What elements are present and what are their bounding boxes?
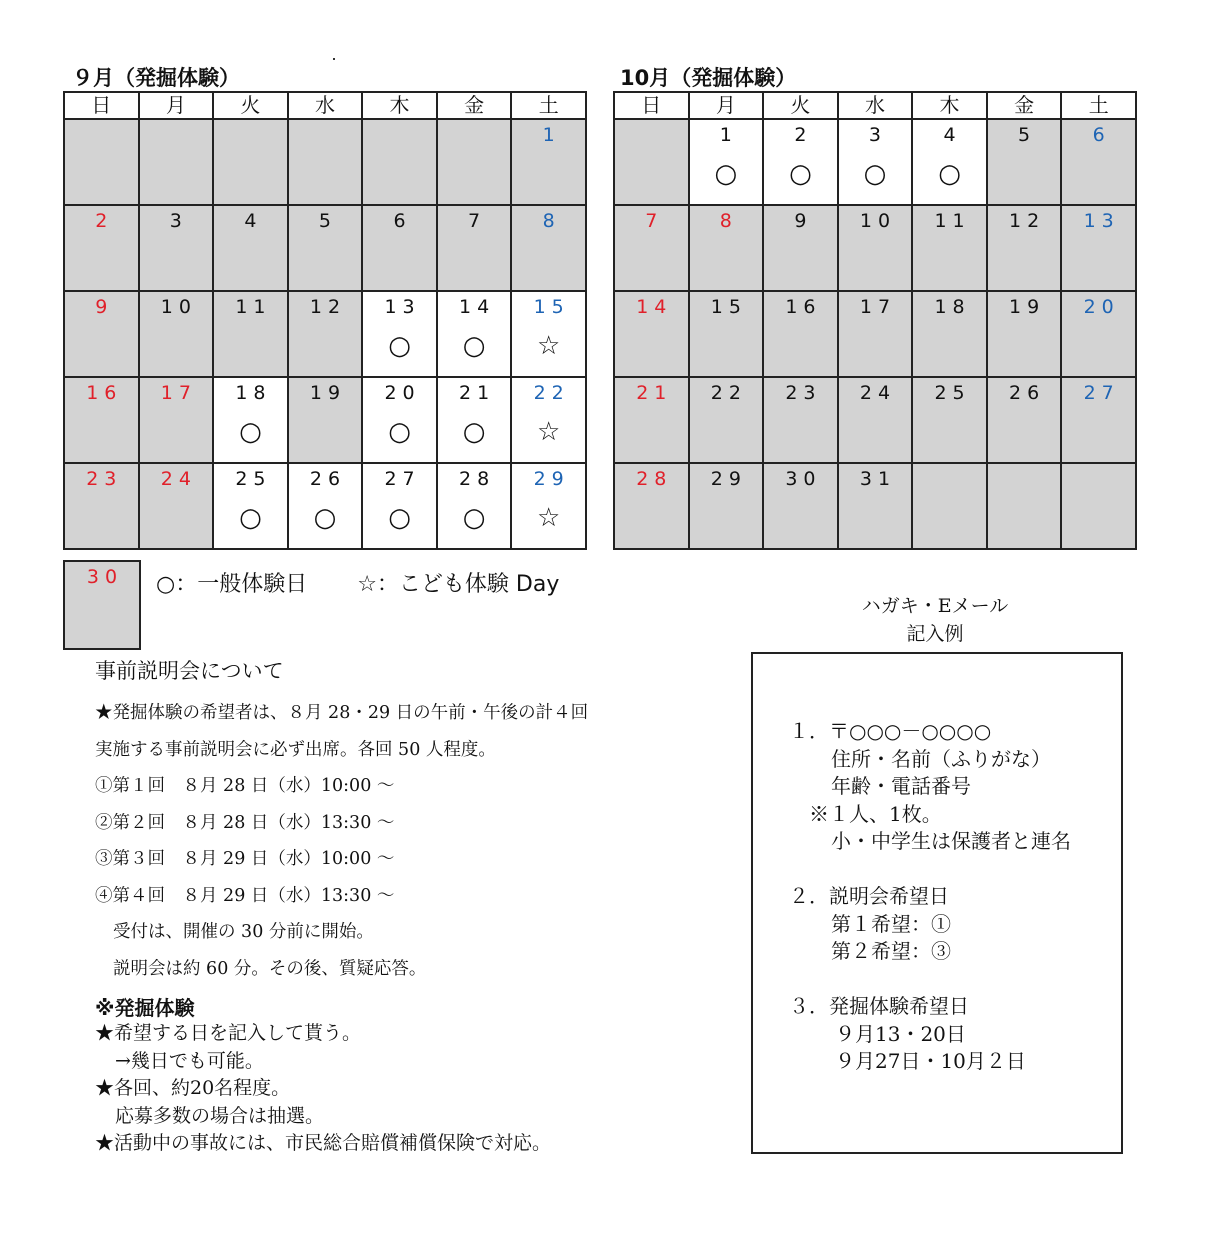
calendar-day-oct-28	[614, 463, 689, 549]
experience-heading: ※発掘体験	[95, 996, 195, 1020]
day-number: 6	[1092, 124, 1111, 146]
day-number: 2	[794, 124, 813, 146]
calendar-day-oct-12	[987, 205, 1062, 291]
postcard-line: 年齢・電話番号	[831, 774, 971, 798]
star-mark-icon: ☆	[537, 417, 561, 447]
day-number: 10	[859, 210, 897, 232]
weekday-header: 火	[213, 92, 288, 119]
weekday-header: 金	[987, 92, 1062, 119]
weekday-header: 木	[362, 92, 437, 119]
day-number: 4	[244, 210, 263, 232]
experience-line: ★活動中の事故には、市民総合賠償補償保険で対応。	[95, 1132, 552, 1154]
day-number: 2	[95, 210, 114, 232]
day-number: 28	[636, 468, 673, 490]
day-number: 6	[393, 210, 412, 232]
calendar-day-sep-10	[139, 291, 214, 377]
calendar-empty-cell	[1061, 463, 1136, 549]
explanation-heading: 事前説明会について	[95, 659, 284, 683]
day-number: 1	[542, 124, 561, 146]
calendar-day-sep-27	[362, 463, 437, 549]
calendar-week-row	[614, 377, 1136, 463]
calendar-day-oct-21	[614, 377, 689, 463]
legend-star-day: Day	[515, 572, 560, 597]
calendar-day-oct-29	[689, 463, 764, 549]
day-number: 9	[794, 210, 813, 232]
circle-mark-icon: ○	[714, 159, 738, 189]
circle-mark-icon: ○	[863, 159, 887, 189]
weekday-header: 日	[614, 92, 689, 119]
day-number: 16	[86, 382, 123, 404]
weekday-header: 火	[763, 92, 838, 119]
legend-star-text: ☆：こども体験	[357, 572, 516, 597]
calendar-day-oct-17	[838, 291, 913, 377]
calendar-empty-cell	[139, 119, 214, 205]
day-number: 20	[384, 382, 421, 404]
day-number: 14	[459, 296, 496, 318]
calendar-week-row	[614, 119, 1136, 205]
calendar-week-row	[614, 291, 1136, 377]
calendar-day-oct-18	[912, 291, 987, 377]
day-number: 29	[710, 468, 747, 490]
calendar-day-oct-8	[689, 205, 764, 291]
postcard-line: 小・中学生は保護者と連名	[831, 829, 1071, 853]
calendar-day-oct-27	[1061, 377, 1136, 463]
explanation-line: 受付は、開催の 30 分前に開始。	[113, 922, 374, 942]
weekday-header: 土	[511, 92, 586, 119]
calendar-week-row	[614, 463, 1136, 549]
circle-mark-icon: ○	[313, 503, 337, 533]
star-mark-icon: ☆	[537, 503, 561, 533]
calendar-empty-cell	[288, 119, 363, 205]
circle-mark-icon: ○	[239, 417, 262, 447]
day-number: 12	[309, 296, 347, 318]
day-number: 8	[542, 210, 561, 232]
spacer	[789, 856, 1071, 884]
calendar-week-row	[64, 377, 586, 463]
calendar-week-row	[614, 205, 1136, 291]
calendar-day-oct-15	[689, 291, 764, 377]
calendar-day-sep-18	[213, 377, 288, 463]
calendar-day-sep-26	[288, 463, 363, 549]
calendar-empty-cell	[213, 119, 288, 205]
calendar-day-oct-5	[987, 119, 1062, 205]
day-number: 7	[645, 210, 664, 232]
postcard-caption-sub: 記入例	[906, 623, 964, 645]
weekday-header: 水	[838, 92, 913, 119]
calendar-day-sep-29	[511, 463, 586, 549]
experience-line: 応募多数の場合は抽選。	[115, 1104, 325, 1127]
postcard-line: 第２希望：③	[831, 939, 951, 963]
day-number: 25	[934, 382, 971, 404]
day-number: 11	[235, 296, 272, 318]
circle-mark-icon: ○	[239, 503, 262, 533]
day-number: 9	[95, 296, 114, 318]
day-number: 18	[934, 296, 971, 318]
day-number: 11	[934, 210, 971, 232]
day-number: 1	[719, 124, 738, 146]
day-number: 27	[1083, 382, 1120, 404]
experience-line: ★希望する日を記入して貰う。	[95, 1022, 362, 1044]
day-number: 19	[1009, 296, 1046, 318]
calendar-day-oct-3	[838, 119, 913, 205]
legend	[156, 570, 559, 600]
postcard-line: 住所・名前（ふりがな）	[831, 746, 1051, 771]
calendar-day-sep-24	[139, 463, 214, 549]
calendar-day-sep-2	[64, 205, 139, 291]
calendar-week-row	[64, 119, 586, 205]
explanation-text	[95, 698, 715, 990]
calendar-day-oct-10	[838, 205, 913, 291]
weekday-header: 月	[139, 92, 214, 119]
circle-mark-icon: ○	[388, 331, 411, 361]
calendar-day-oct-6	[1061, 119, 1136, 205]
calendar-day-oct-20	[1061, 291, 1136, 377]
calendar-day-sep-25	[213, 463, 288, 549]
weekday-header: 日	[64, 92, 139, 119]
explanation-line: ★発掘体験の希望者は、８月 28・29 日の午前・午後の計４回	[95, 703, 589, 723]
day-number: 30	[785, 468, 822, 490]
day-number: 20	[1083, 296, 1120, 318]
calendar-day-sep-1	[511, 119, 586, 205]
weekday-header: 金	[437, 92, 512, 119]
calendar-day-oct-2	[763, 119, 838, 205]
calendar-week-row	[64, 291, 586, 377]
calendar-day-oct-1	[689, 119, 764, 205]
calendar-day-sep-21	[437, 377, 512, 463]
day-number: 26	[1009, 382, 1046, 404]
calendar-empty-cell	[64, 119, 139, 205]
calendar-day-sep-19	[288, 377, 363, 463]
calendar-day-sep-23	[64, 463, 139, 549]
day-number: 13	[384, 296, 421, 318]
circle-mark-icon: ○	[938, 159, 961, 189]
calendar-day-oct-9	[763, 205, 838, 291]
explanation-line: ②第２回 ８月 28 日（水）13:30 ～	[95, 812, 395, 833]
postcard-line: ２．説明会希望日	[789, 884, 949, 908]
postcard-line: ※１人、1枚。	[809, 801, 942, 826]
calendar-day-sep-3	[139, 205, 214, 291]
calendar-day-oct-26	[987, 377, 1062, 463]
weekday-header: 木	[912, 92, 987, 119]
calendar-day-sep-12	[288, 291, 363, 377]
circle-mark-icon: ○	[462, 503, 486, 533]
day-number: 28	[459, 468, 496, 490]
day-number: 26	[309, 468, 347, 490]
day-number: 21	[636, 382, 673, 404]
postcard-line: 第１希望：①	[831, 911, 951, 936]
calendar-day-oct-14	[614, 291, 689, 377]
postcard-line: ９月27日・10月２日	[835, 1049, 1026, 1073]
day-number: 10	[160, 296, 197, 318]
day-number: 23	[86, 468, 123, 490]
day-number: 22	[533, 382, 570, 404]
day-number: 5	[318, 210, 338, 232]
stray-dot	[333, 58, 335, 60]
day-number: 17	[160, 382, 197, 404]
september-title: ９月（発掘体験）	[72, 66, 240, 90]
postcard-line: １．〒○○○－○○○○	[789, 719, 992, 743]
day-number: 30	[86, 566, 124, 588]
calendar-day-sep-5	[288, 205, 363, 291]
day-number: 29	[533, 468, 570, 490]
calendar-day-sep-20	[362, 377, 437, 463]
experience-line: ★各回、約20名程度。	[95, 1077, 291, 1099]
october-title: 10月（発掘体験）	[620, 66, 797, 90]
circle-mark-icon: ○	[462, 417, 486, 447]
september-calendar	[63, 91, 587, 550]
calendar-day-sep-13	[362, 291, 437, 377]
day-number: 5	[1018, 124, 1037, 146]
calendar-day-sep-15	[511, 291, 586, 377]
explanation-line: 説明会は約 60 分。その後、質疑応答。	[113, 958, 427, 979]
legend-circle: ○：一般体験日	[156, 572, 308, 597]
calendar-day-sep-7	[437, 205, 512, 291]
star-mark-icon: ☆	[537, 331, 561, 361]
day-number: 19	[309, 382, 347, 404]
day-number: 18	[235, 382, 272, 404]
postcard-line: ９月13・20日	[835, 1021, 966, 1046]
calendar-day-oct-16	[763, 291, 838, 377]
weekday-header: 土	[1061, 92, 1136, 119]
day-number: 31	[859, 468, 897, 490]
day-number: 3	[868, 124, 888, 146]
day-number: 8	[719, 210, 738, 232]
day-number: 12	[1009, 210, 1046, 232]
day-number: 7	[468, 210, 487, 232]
calendar-empty-cell	[614, 119, 689, 205]
calendar-day-oct-22	[689, 377, 764, 463]
postcard-example-text	[789, 718, 1071, 1076]
calendar-empty-cell	[362, 119, 437, 205]
calendar-day-oct-30	[763, 463, 838, 549]
explanation-line: ①第１回 ８月 28 日（水）10:00 ～	[95, 776, 395, 796]
day-number: 21	[459, 382, 496, 404]
calendar-day-oct-31	[838, 463, 913, 549]
calendar-day-sep-11	[213, 291, 288, 377]
day-number: 23	[785, 382, 822, 404]
calendar-week-row	[64, 205, 586, 291]
calendar-empty-cell	[987, 463, 1062, 549]
calendar-day-sep-4	[213, 205, 288, 291]
calendar-day-oct-25	[912, 377, 987, 463]
day-number: 13	[1083, 210, 1120, 232]
experience-line: →幾日でも可能。	[115, 1049, 264, 1072]
calendar-day-oct-19	[987, 291, 1062, 377]
day-number: 3	[169, 210, 188, 232]
day-number: 27	[384, 468, 421, 490]
calendar-day-sep-28	[437, 463, 512, 549]
postcard-line: ３．発掘体験希望日	[789, 994, 969, 1018]
calendar-day-sep-16	[64, 377, 139, 463]
day-number: 25	[235, 468, 272, 490]
circle-mark-icon: ○	[789, 159, 812, 189]
weekday-header: 水	[288, 92, 363, 119]
circle-mark-icon: ○	[388, 503, 411, 533]
weekday-header-row	[614, 92, 1136, 119]
circle-mark-icon: ○	[462, 331, 486, 361]
legend-star	[357, 572, 559, 597]
day-number: 22	[710, 382, 747, 404]
calendar-day-sep-8	[511, 205, 586, 291]
calendar-day-sep-22	[511, 377, 586, 463]
spacer	[789, 966, 1071, 994]
calendar-day-oct-11	[912, 205, 987, 291]
circle-mark-icon: ○	[388, 417, 411, 447]
postcard-example-box	[751, 652, 1123, 1154]
calendar-empty-cell	[912, 463, 987, 549]
calendar-day-sep-17	[139, 377, 214, 463]
calendar-day-oct-23	[763, 377, 838, 463]
day-number: 15	[533, 296, 570, 318]
day-number: 14	[636, 296, 673, 318]
postcard-caption: ハガキ・Eメール	[861, 595, 1009, 617]
calendar-day-sep-9	[64, 291, 139, 377]
calendar-day-sep-30	[63, 560, 141, 650]
explanation-line: ④第４回 ８月 29 日（水）13:30 ～	[95, 885, 395, 906]
calendar-day-sep-14	[437, 291, 512, 377]
weekday-header: 月	[689, 92, 764, 119]
calendar-day-oct-4	[912, 119, 987, 205]
day-number: 24	[859, 382, 897, 404]
weekday-header-row	[64, 92, 586, 119]
day-number: 16	[785, 296, 822, 318]
experience-text	[95, 1020, 551, 1158]
october-calendar	[613, 91, 1137, 550]
calendar-week-row	[64, 463, 586, 549]
day-number: 15	[710, 296, 747, 318]
calendar-day-sep-6	[362, 205, 437, 291]
calendar-day-oct-24	[838, 377, 913, 463]
calendar-empty-cell	[437, 119, 512, 205]
explanation-line: 実施する事前説明会に必ず出席。各回 50 人程度。	[95, 739, 496, 760]
day-number: 17	[859, 296, 897, 318]
calendar-day-oct-7	[614, 205, 689, 291]
day-number: 4	[943, 124, 962, 146]
day-number: 24	[160, 468, 197, 490]
explanation-line: ③第３回 ８月 29 日（水）10:00 ～	[95, 849, 395, 869]
calendar-day-oct-13	[1061, 205, 1136, 291]
